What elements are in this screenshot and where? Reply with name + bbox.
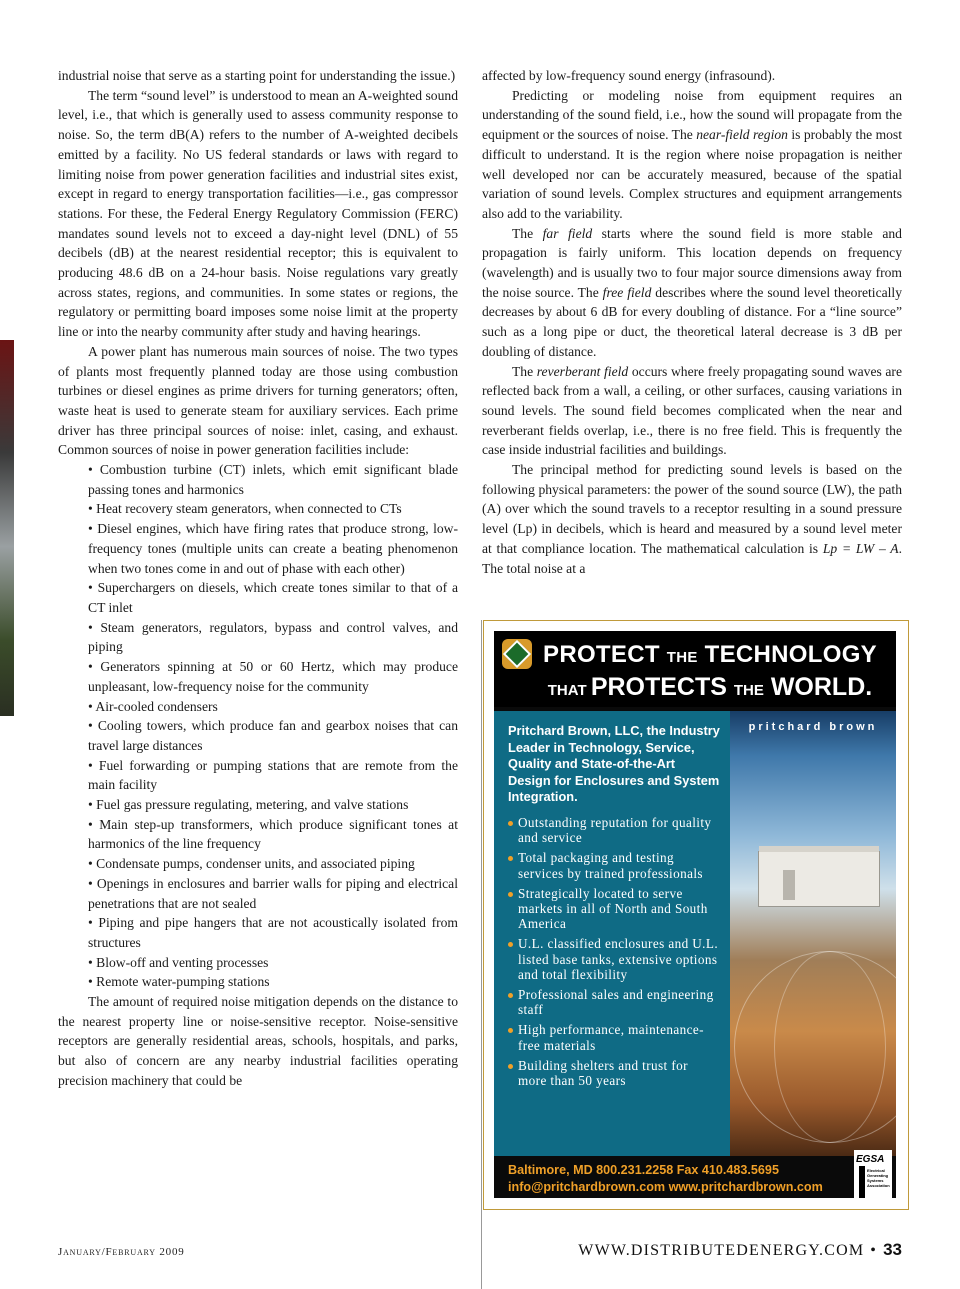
- paragraph: The amount of required noise mitigation depends on the distance to the nearest property line or noise-sensitive receptor. Noise-sensitive receptors are generally residential areas, schools, hospitals, and parks, but also of concern are any nearby industrial facilities operating precision machinery that could be: [58, 994, 458, 1088]
- term-reverberant-field: reverberant field: [536, 363, 629, 379]
- formula: Lp = LW – A: [822, 540, 899, 556]
- contact-web[interactable]: info@pritchardbrown.com www.pritchardbrown.com: [508, 1180, 823, 1194]
- list-item: • Cooling towers, which produce fan and gearbox noises that can travel large distances: [88, 718, 458, 753]
- list-item: Professional sales and engineering staff: [508, 987, 720, 1017]
- noise-sources-list: [58, 460, 458, 992]
- list-item: High performance, maintenance-free materials: [508, 1022, 720, 1052]
- paragraph: affected by low-frequency sound energy (infrasound).: [482, 68, 776, 83]
- list-item: • Main step-up transformers, which produce significant tones at harmonics of the line frequency: [88, 816, 458, 852]
- list-item: • Condensate pumps, condenser units, and associated piping: [88, 856, 415, 872]
- headline-line-2: THAT PROTECTS THE WORLD.: [547, 673, 873, 701]
- adjacent-page-photo-edge: [0, 340, 14, 716]
- left-column: [58, 66, 458, 1091]
- list-item: Building shelters and trust for more than 50 years: [508, 1058, 720, 1088]
- ad-copy-panel: [494, 711, 730, 1156]
- ad-headline: [494, 631, 896, 707]
- list-item: • Blow-off and venting processes: [88, 954, 269, 970]
- list-item: Strategically located to serve markets in all of North and South America: [508, 886, 720, 932]
- term-free-field: free field: [602, 284, 652, 300]
- right-column: [482, 66, 902, 578]
- ad-contact-bar: [494, 1156, 896, 1198]
- list-item: • Steam generators, regulators, bypass and control valves, and piping: [88, 619, 458, 655]
- paragraph: The term “sound level” is understood to mean an A-weighted sound level, i.e., that which is generally used to assess community response to noise. So, the term dB(A) refers to the number of A-weighted decibels emitted by a facility. No US federal standards or laws with regard to limiting noise from power generation facilities and industrial sites exist, except in regard to energy transportation facilities—i.e., gas compressor stations. For these, the Federal Energy Regulatory Commission (FERC) mandates sound levels not to exceed a day-night level (DNL) of 55 decibels (dB) at the nearest residential receptor; this is equivalent to producing 48.6 dB on a 24-hour basis. Noise regulations vary greatly across states, regions, and communities. In some states or regions, the regulatory or permitting board imposes some noise limit at the property line or into the nearby community after study and having hearings.: [58, 87, 458, 340]
- contact-phone: Baltimore, MD 800.231.2258 Fax 410.483.5695: [508, 1163, 779, 1177]
- cube-logo-icon: [502, 639, 532, 669]
- paragraph: Predicting or modeling noise from equipment requires an understanding of the sound field, i.e., how the sound will propagate from the equipment or the sources of noise. The near-field region is probably the most difficult to understand. It is the region where noise propagation is neither well developed nor can be accurately measured, because of the spatial variation of sound levels. Complex structures and equipment arrangements also add to the variability.: [482, 87, 903, 221]
- list-item: Outstanding reputation for quality and service: [508, 815, 720, 845]
- brand-wordmark: pritchard brown: [748, 721, 878, 733]
- paragraph: The reverberant field occurs where freely propagating sound waves are reflected back from a wall, a ceiling, or other surfaces, causing variations in sound levels. The sound field becomes complicated when the near and reverberant fields overlap, i.e., there is no free field. This is frequently the case inside industrial facilities and buildings.: [482, 363, 902, 458]
- list-item: • Diesel engines, which have firing rates that produce strong, low-frequency tones (multiple units can create a beating phenomenon when two tones come in and out of phase with each other): [88, 521, 458, 576]
- term-far-field: far field: [542, 225, 593, 241]
- ad-intro: Pritchard Brown, LLC, the Industry Leader in Technology, Service, Quality and State-of-the-Art Design for Enclosures and System Integration.: [508, 723, 720, 805]
- column-divider: [481, 620, 482, 1289]
- list-item: • Remote water-pumping stations: [88, 974, 270, 990]
- egsa-logo: EGSA Electrical Generating Systems Association: [854, 1150, 892, 1202]
- list-item: • Openings in enclosures and barrier walls for piping and electrical penetrations that are not sealed: [88, 875, 458, 911]
- term-near-field: near-field region: [696, 127, 788, 143]
- pritchard-brown-advertisement[interactable]: [483, 620, 909, 1210]
- list-item: • Generators spinning at 50 or 60 Hertz, which may produce unpleasant, low-frequency noise for the community: [88, 659, 458, 694]
- globe-grid-graphic: [774, 951, 886, 1143]
- paragraph: industrial noise that serve as a starting point for understanding the issue.): [58, 68, 456, 83]
- list-item: • Air-cooled condensers: [88, 698, 218, 714]
- ad-bullet-list: [508, 815, 720, 1093]
- list-item: • Fuel forwarding or pumping stations that are remote from the main facility: [88, 757, 458, 793]
- paragraph: The principal method for predicting sound levels is based on the following physical parameters: the power of the sound source (LW), the path (A) over which the sound travels to a receptor resulting in a sound pressure level (Lp) in decibels, which is heard and measured by a sound level meter at that compliance location. The mathematical calculation is Lp = LW – A. The total noise at a: [482, 462, 903, 576]
- headline-line-1: PROTECT THE TECHNOLOGY: [543, 641, 877, 668]
- list-item: • Superchargers on diesels, which create tones similar to that of a CT inlet: [88, 580, 458, 615]
- list-item: • Combustion turbine (CT) inlets, which emit significant blade passing tones and harmonics: [88, 462, 458, 497]
- enclosure-photo: [730, 711, 896, 1156]
- paragraph: The far field starts where the sound field is more stable and propagation is fairly uniform. This location depends on frequency (wavelength) and is usually two to four major source dimensions away from the noise source. The free field describes where the sound level theoretically decreases by about 6 dB for every doubling of distance. For a “line source” such as a long pipe or duct, the theoretical lateral decrease is 3 dB per doubling of distance.: [482, 225, 902, 359]
- list-item: U.L. classified enclosures and U.L. listed base tanks, extensive options and total flexibility: [508, 936, 720, 982]
- ad-panel: [494, 631, 896, 1198]
- paragraph: A power plant has numerous main sources of noise. The two types of plants most frequently planned today are those using combustion turbines or diesel engines as prime drivers for turning generators; often, waste heat is used to generate steam for auxiliary services. Each prime driver has three principal sources of noise: inlet, casing, and exhaust. Common sources of noise in power generation facilities include:: [58, 343, 458, 458]
- page-number: 33: [883, 1240, 902, 1259]
- issue-date: January/February 2009: [58, 1246, 185, 1258]
- list-item: • Heat recovery steam generators, when connected to CTs: [88, 501, 402, 517]
- enclosure-trailer-image: [758, 851, 880, 907]
- website-url[interactable]: WWW.DISTRIBUTEDENERGY.COM: [578, 1242, 865, 1259]
- list-item: Total packaging and testing services by trained professionals: [508, 850, 720, 880]
- list-item: • Piping and pipe hangers that are not acoustically isolated from structures: [88, 915, 458, 950]
- list-item: • Fuel gas pressure regulating, metering, and valve stations: [88, 797, 409, 813]
- separator: •: [870, 1242, 878, 1259]
- page-footer: [578, 1240, 902, 1260]
